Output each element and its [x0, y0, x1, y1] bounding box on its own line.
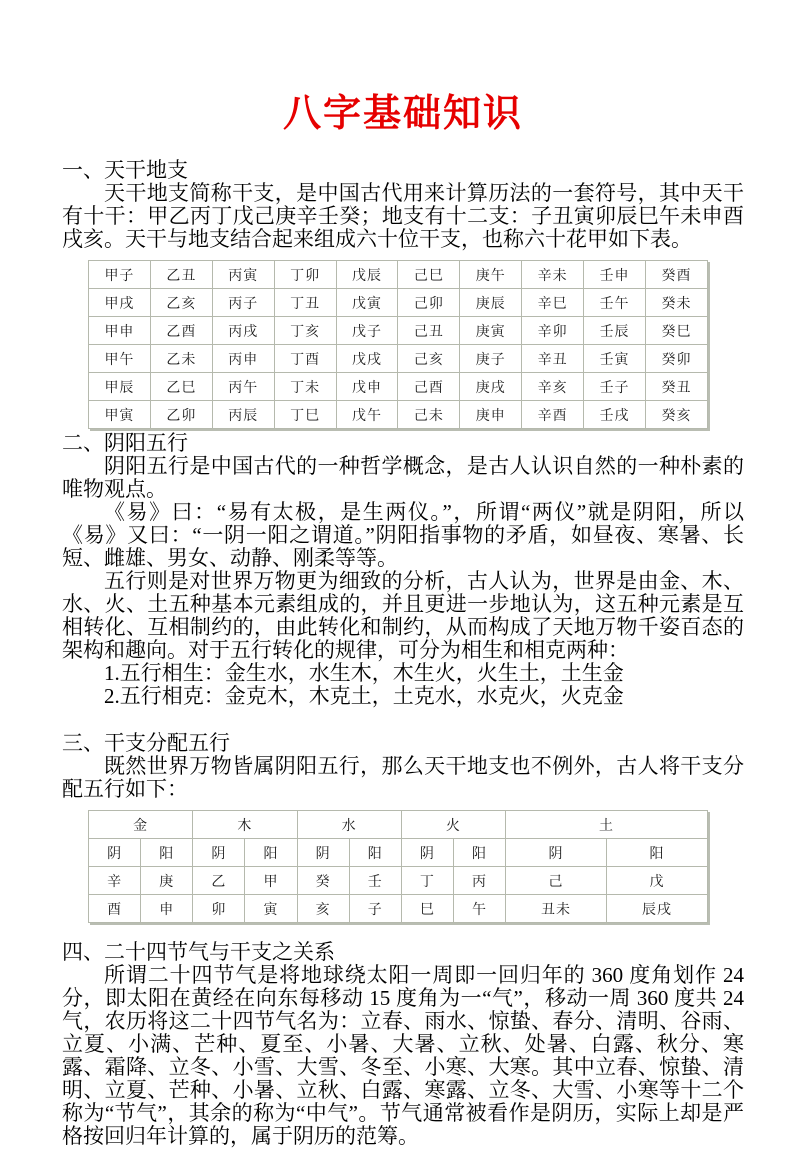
- table-cell: 丙戌: [212, 317, 274, 345]
- table-cell: 庚申: [460, 401, 522, 429]
- table-cell: 戊戌: [336, 345, 398, 373]
- table-cell: 己未: [398, 401, 460, 429]
- page-title: 八字基础知识: [282, 93, 523, 135]
- table-cell: 午: [453, 895, 505, 923]
- list-item-wuxing-xiangke: 2.五行相克：金克木，木克土，土克水，水克火，火克金: [104, 684, 624, 708]
- table-cell: 壬寅: [584, 345, 646, 373]
- table-cell: 阳: [349, 839, 401, 867]
- table-cell: 甲戌: [89, 289, 151, 317]
- table-cell: 阴: [506, 839, 607, 867]
- table-cell: 壬戌: [584, 401, 646, 429]
- paragraph-yinyang-1: 阴阳五行是中国古代的一种哲学概念，是古人认识自然的一种朴素的唯物观点。: [62, 454, 744, 501]
- table-header-cell: 水: [297, 811, 401, 839]
- table-cell: 阳: [141, 839, 193, 867]
- table-cell: 乙巳: [150, 373, 212, 401]
- table-cell: 戊子: [336, 317, 398, 345]
- table-cell: 癸丑: [646, 373, 708, 401]
- table-cell: 阳: [245, 839, 297, 867]
- paragraph-jieqi: 所谓二十四节气是将地球绕太阳一周即一回归年的 360 度角划作 24 分，即太阳在黄经在向东每移动 15 度角为一“气”，移动一周 360 度共 24 气，农历将这二十四节气名为：立春、雨水、惊蛰、春分、清明、谷雨、立夏、小满、芒种、夏至、小暑、大暑、立秋、处暑、白露、秋分、寒露、霜降、立冬、小雪、大雪、冬至、小寒、大寒。其中立春、惊蛰、清明、立夏、芒种、小暑、立秋、白露、寒露、立冬、大雪、小寒等十二个称为“节气”，其余的称为“中气”。节气通常被看作是阴历，实际上却是严格按回归年计算的，属于阴历的范筹。: [62, 963, 744, 1148]
- table-cell: 庚子: [460, 345, 522, 373]
- table-cell: 寅: [245, 895, 297, 923]
- table-cell: 阳: [606, 839, 707, 867]
- table-row: [89, 289, 708, 317]
- table-cell: 丁卯: [274, 261, 336, 289]
- table-cell: 阴: [297, 839, 349, 867]
- table-cell: 丁: [401, 867, 453, 895]
- table-cell: 己亥: [398, 345, 460, 373]
- table-cell: 辛未: [522, 261, 584, 289]
- table-row: [89, 401, 708, 429]
- table-cell: 甲: [245, 867, 297, 895]
- table-cell: 戊午: [336, 401, 398, 429]
- table-cell: 甲辰: [89, 373, 151, 401]
- table-cell: 乙酉: [150, 317, 212, 345]
- section-heading-jieqi: 四、二十四节气与干支之关系: [62, 940, 335, 964]
- table-cell: 庚午: [460, 261, 522, 289]
- list-item-wuxing-shengcheng: 1.五行相生：金生水，水生木，木生火，火生土，土生金: [104, 661, 624, 685]
- table-cell: 丙申: [212, 345, 274, 373]
- table-cell: 丙子: [212, 289, 274, 317]
- table-cell: 丁酉: [274, 345, 336, 373]
- table-cell: 戊申: [336, 373, 398, 401]
- table-cell: 己酉: [398, 373, 460, 401]
- table-row: [89, 345, 708, 373]
- paragraph-wuxing-3: 五行则是对世界万物更为细致的分析，古人认为，世界是由金、木、水、火、土五种基本元素组成的，并且更进一步地认为，这五种元素是互相转化、互相制约的，由此转化和制约，从而构成了天地万物千姿百态的架构和趣向。对于五行转化的规律，可分为相生和相克两种：: [62, 569, 744, 662]
- section-heading-ganzhi-wuxing: 三、干支分配五行: [62, 731, 230, 755]
- paragraph-tiangan-intro: 天干地支简称干支，是中国古代用来计算历法的一套符号，其中天干有十干：甲乙丙丁戊己庚辛壬癸；地支有十二支：子丑寅卯辰巳午未申酉戌亥。天干与地支结合起来组成六十位干支，也称六十花甲如下表。: [62, 181, 744, 251]
- table-cell: 己巳: [398, 261, 460, 289]
- table-cell: 辰戌: [606, 895, 707, 923]
- table-cell: 己: [506, 867, 607, 895]
- table-cell: 辛卯: [522, 317, 584, 345]
- section-heading-tiangan-dizhi: 一、天干地支: [62, 158, 188, 182]
- table-cell: 甲午: [89, 345, 151, 373]
- table-cell: 丁丑: [274, 289, 336, 317]
- table-cell: 丁未: [274, 373, 336, 401]
- table-cell: 阳: [453, 839, 505, 867]
- table-cell: 癸酉: [646, 261, 708, 289]
- table-cell: 壬子: [584, 373, 646, 401]
- table-cell: 丑未: [506, 895, 607, 923]
- table-cell: 壬: [349, 867, 401, 895]
- table-cell: 癸卯: [646, 345, 708, 373]
- table-cell: 丙: [453, 867, 505, 895]
- table-cell: 丁巳: [274, 401, 336, 429]
- table-cell: 庚: [141, 867, 193, 895]
- table-row: [89, 373, 708, 401]
- table-row: [89, 839, 708, 867]
- table-cell: 巳: [401, 895, 453, 923]
- table-cell: 亥: [297, 895, 349, 923]
- table-header-row: [89, 811, 708, 839]
- table-cell: 阴: [89, 839, 141, 867]
- table-cell: 子: [349, 895, 401, 923]
- table-cell: 庚戌: [460, 373, 522, 401]
- table-cell: 壬辰: [584, 317, 646, 345]
- table-cell: 乙: [193, 867, 245, 895]
- table-row: [89, 317, 708, 345]
- table-cell: 甲申: [89, 317, 151, 345]
- table-cell: 己丑: [398, 317, 460, 345]
- table-cell: 甲寅: [89, 401, 151, 429]
- table-cell: 庚寅: [460, 317, 522, 345]
- table-cell: 戊寅: [336, 289, 398, 317]
- table-cell: 丙辰: [212, 401, 274, 429]
- table-cell: 乙亥: [150, 289, 212, 317]
- table-cell: 辛酉: [522, 401, 584, 429]
- table-cell: 壬申: [584, 261, 646, 289]
- table-cell: 癸巳: [646, 317, 708, 345]
- table-cell: 辛巳: [522, 289, 584, 317]
- table-cell: 壬午: [584, 289, 646, 317]
- table-cell: 癸亥: [646, 401, 708, 429]
- section-heading-yinyang-wuxing: 二、阴阳五行: [62, 431, 188, 455]
- table-cell: 乙未: [150, 345, 212, 373]
- table-cell: 阴: [193, 839, 245, 867]
- table-cell: 甲子: [89, 261, 151, 289]
- table-cell: 丙寅: [212, 261, 274, 289]
- table-cell: 辛丑: [522, 345, 584, 373]
- table-row: [89, 867, 708, 895]
- table-cell: 乙丑: [150, 261, 212, 289]
- table-cell: 戊: [606, 867, 707, 895]
- table-cell: 酉: [89, 895, 141, 923]
- table-cell: 辛亥: [522, 373, 584, 401]
- paragraph-yinyang-2: 《易》曰：“易有太极，是生两仪。”，所谓“两仪”就是阴阳，所以《易》又曰：“一阴一阳之谓道。”阴阳指事物的矛盾，如昼夜、寒暑、长短、雌雄、男女、动静、刚柔等等。: [62, 500, 744, 570]
- table-cell: 癸未: [646, 289, 708, 317]
- table-row: [89, 895, 708, 923]
- paragraph-ganzhi-wuxing: 既然世界万物皆属阴阳五行，那么天干地支也不例外，古人将干支分配五行如下：: [62, 754, 744, 801]
- ganzhi-sexagenary-table: [88, 260, 708, 429]
- wuxing-assignment-table: [88, 810, 708, 923]
- table-cell: 庚辰: [460, 289, 522, 317]
- table-cell: 丙午: [212, 373, 274, 401]
- table-row: [89, 261, 708, 289]
- table-header-cell: 火: [401, 811, 505, 839]
- table-cell: 癸: [297, 867, 349, 895]
- table-cell: 卯: [193, 895, 245, 923]
- table-cell: 己卯: [398, 289, 460, 317]
- table-cell: 辛: [89, 867, 141, 895]
- table-cell: 乙卯: [150, 401, 212, 429]
- table-header-cell: 金: [89, 811, 193, 839]
- table-cell: 丁亥: [274, 317, 336, 345]
- table-header-cell: 木: [193, 811, 297, 839]
- table-cell: 戊辰: [336, 261, 398, 289]
- table-cell: 申: [141, 895, 193, 923]
- table-cell: 阴: [401, 839, 453, 867]
- table-header-cell: 土: [506, 811, 708, 839]
